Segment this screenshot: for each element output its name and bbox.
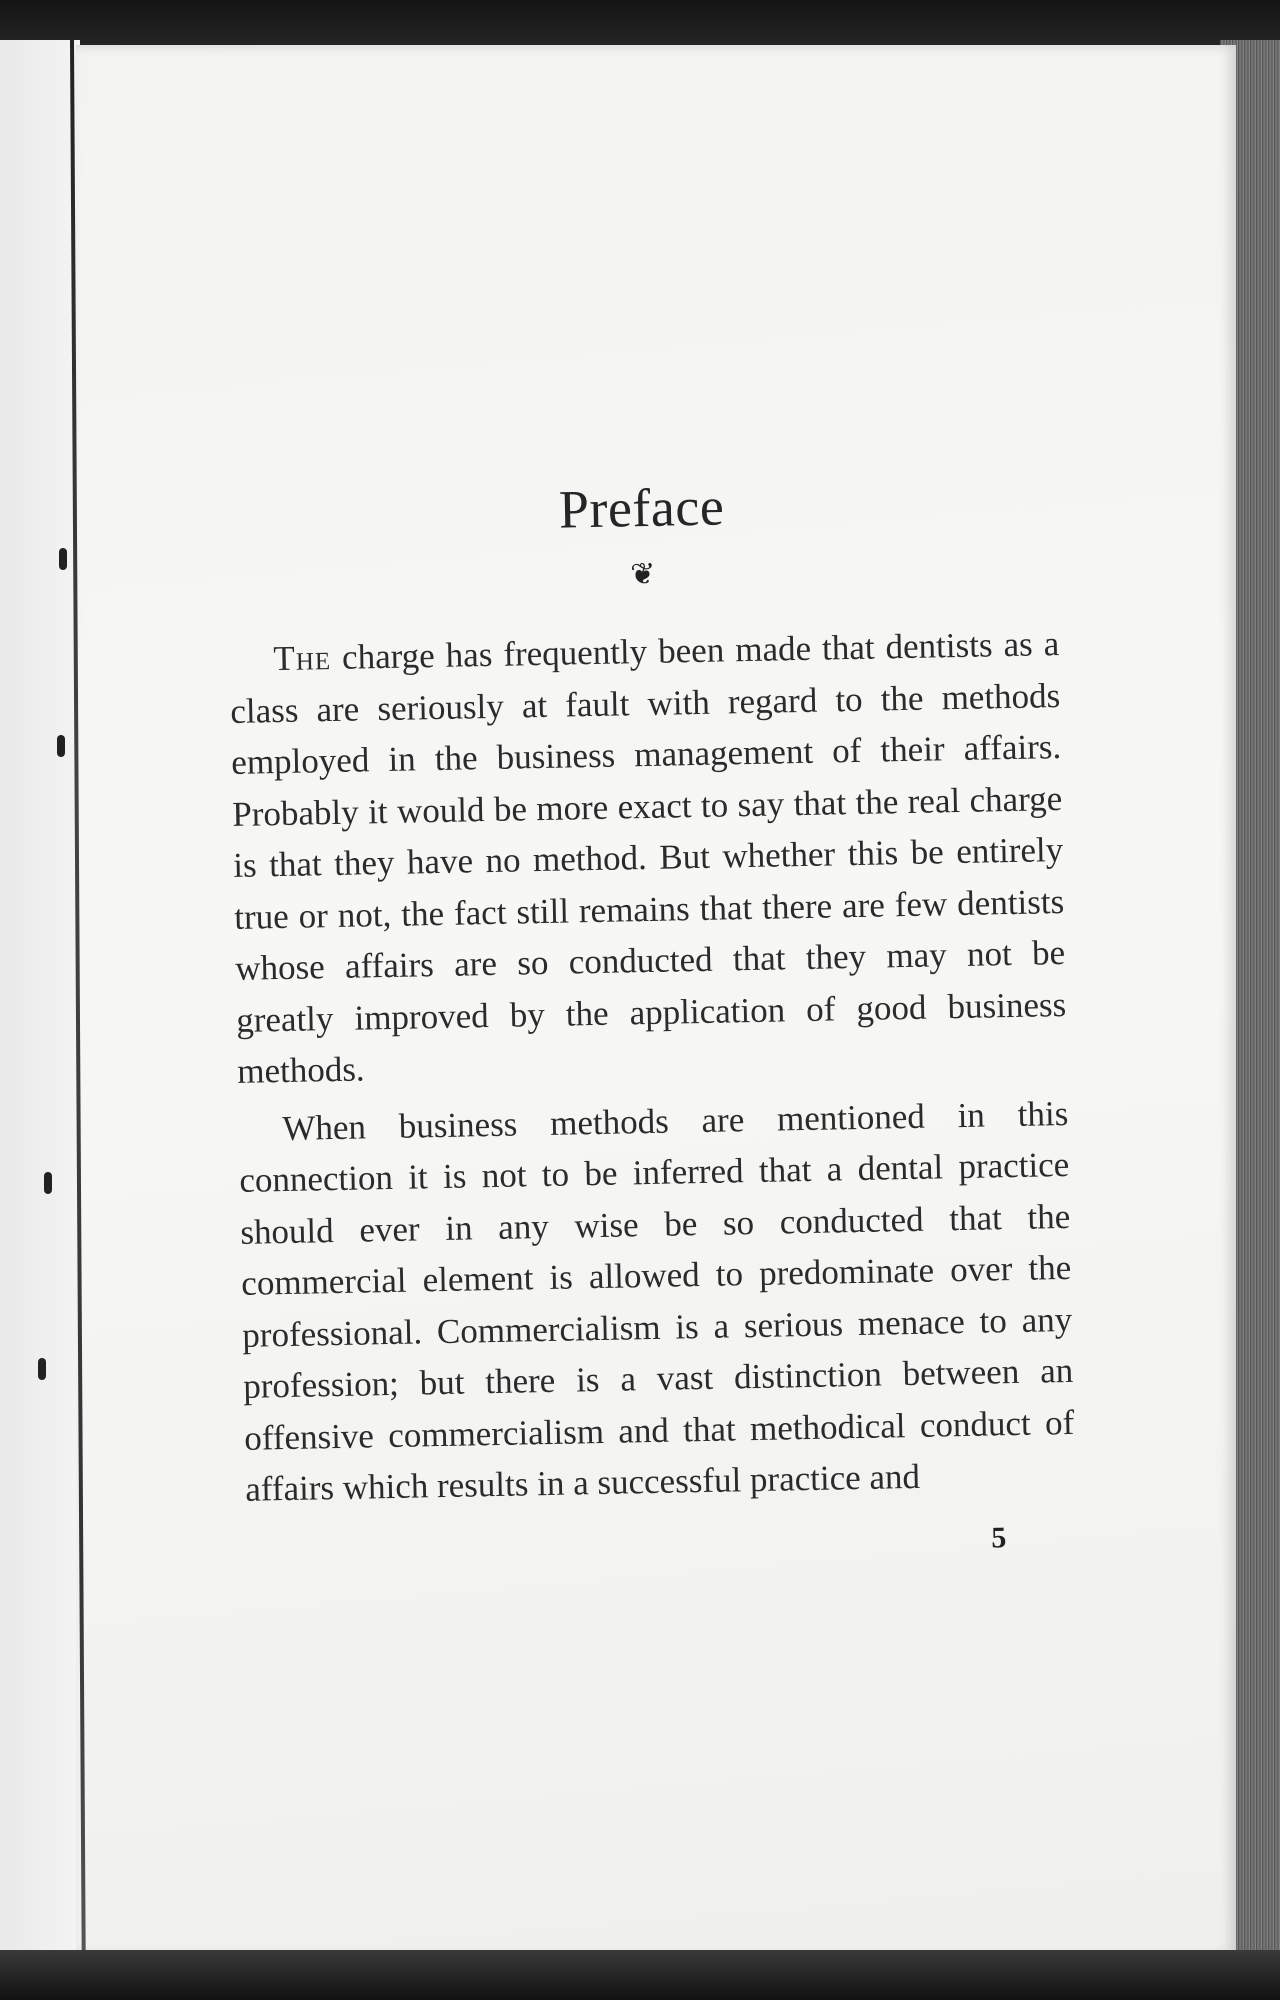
paragraph-1-lead: The (272, 638, 332, 679)
paragraph-1-text: charge has frequently been made that dentists as a class are seriously at fault with regard to the methods employed in the business management of their affairs. Probably it would be more exact to say that the real charge is that they have no method. But whether this be entirely true or not, the fact still remains that there are few dentists whose affairs are so conducted that they may not be greatly improved by the application of good business methods. (229, 624, 1067, 1091)
fleuron-ornament-icon: ❦ (629, 557, 656, 592)
page-content (226, 469, 1077, 1569)
page-number: 5 (991, 1520, 1007, 1554)
binding-stitch (44, 1172, 52, 1194)
book-page (76, 45, 1236, 1955)
paragraph-2-text: When business methods are mentioned in this connection it is not to be inferred that a dental practice should ever in any wise be so conducted that the commercial element is allowed to predominate over the professional. Commercialism is a serious menace to any profession; but there is a vast distinction between an offensive commercialism and that methodical conduct of affairs which results in a successful practice and (238, 1093, 1075, 1509)
paragraph-1 (229, 618, 1068, 1097)
binding-stitch (59, 548, 67, 570)
binding-stitch (38, 1358, 46, 1380)
paragraph-2 (238, 1087, 1076, 1515)
previous-page-edge (0, 40, 80, 1960)
binding-stitch (57, 735, 65, 757)
scan-bottom-border (0, 1950, 1280, 2000)
page-title: Preface (558, 476, 725, 540)
